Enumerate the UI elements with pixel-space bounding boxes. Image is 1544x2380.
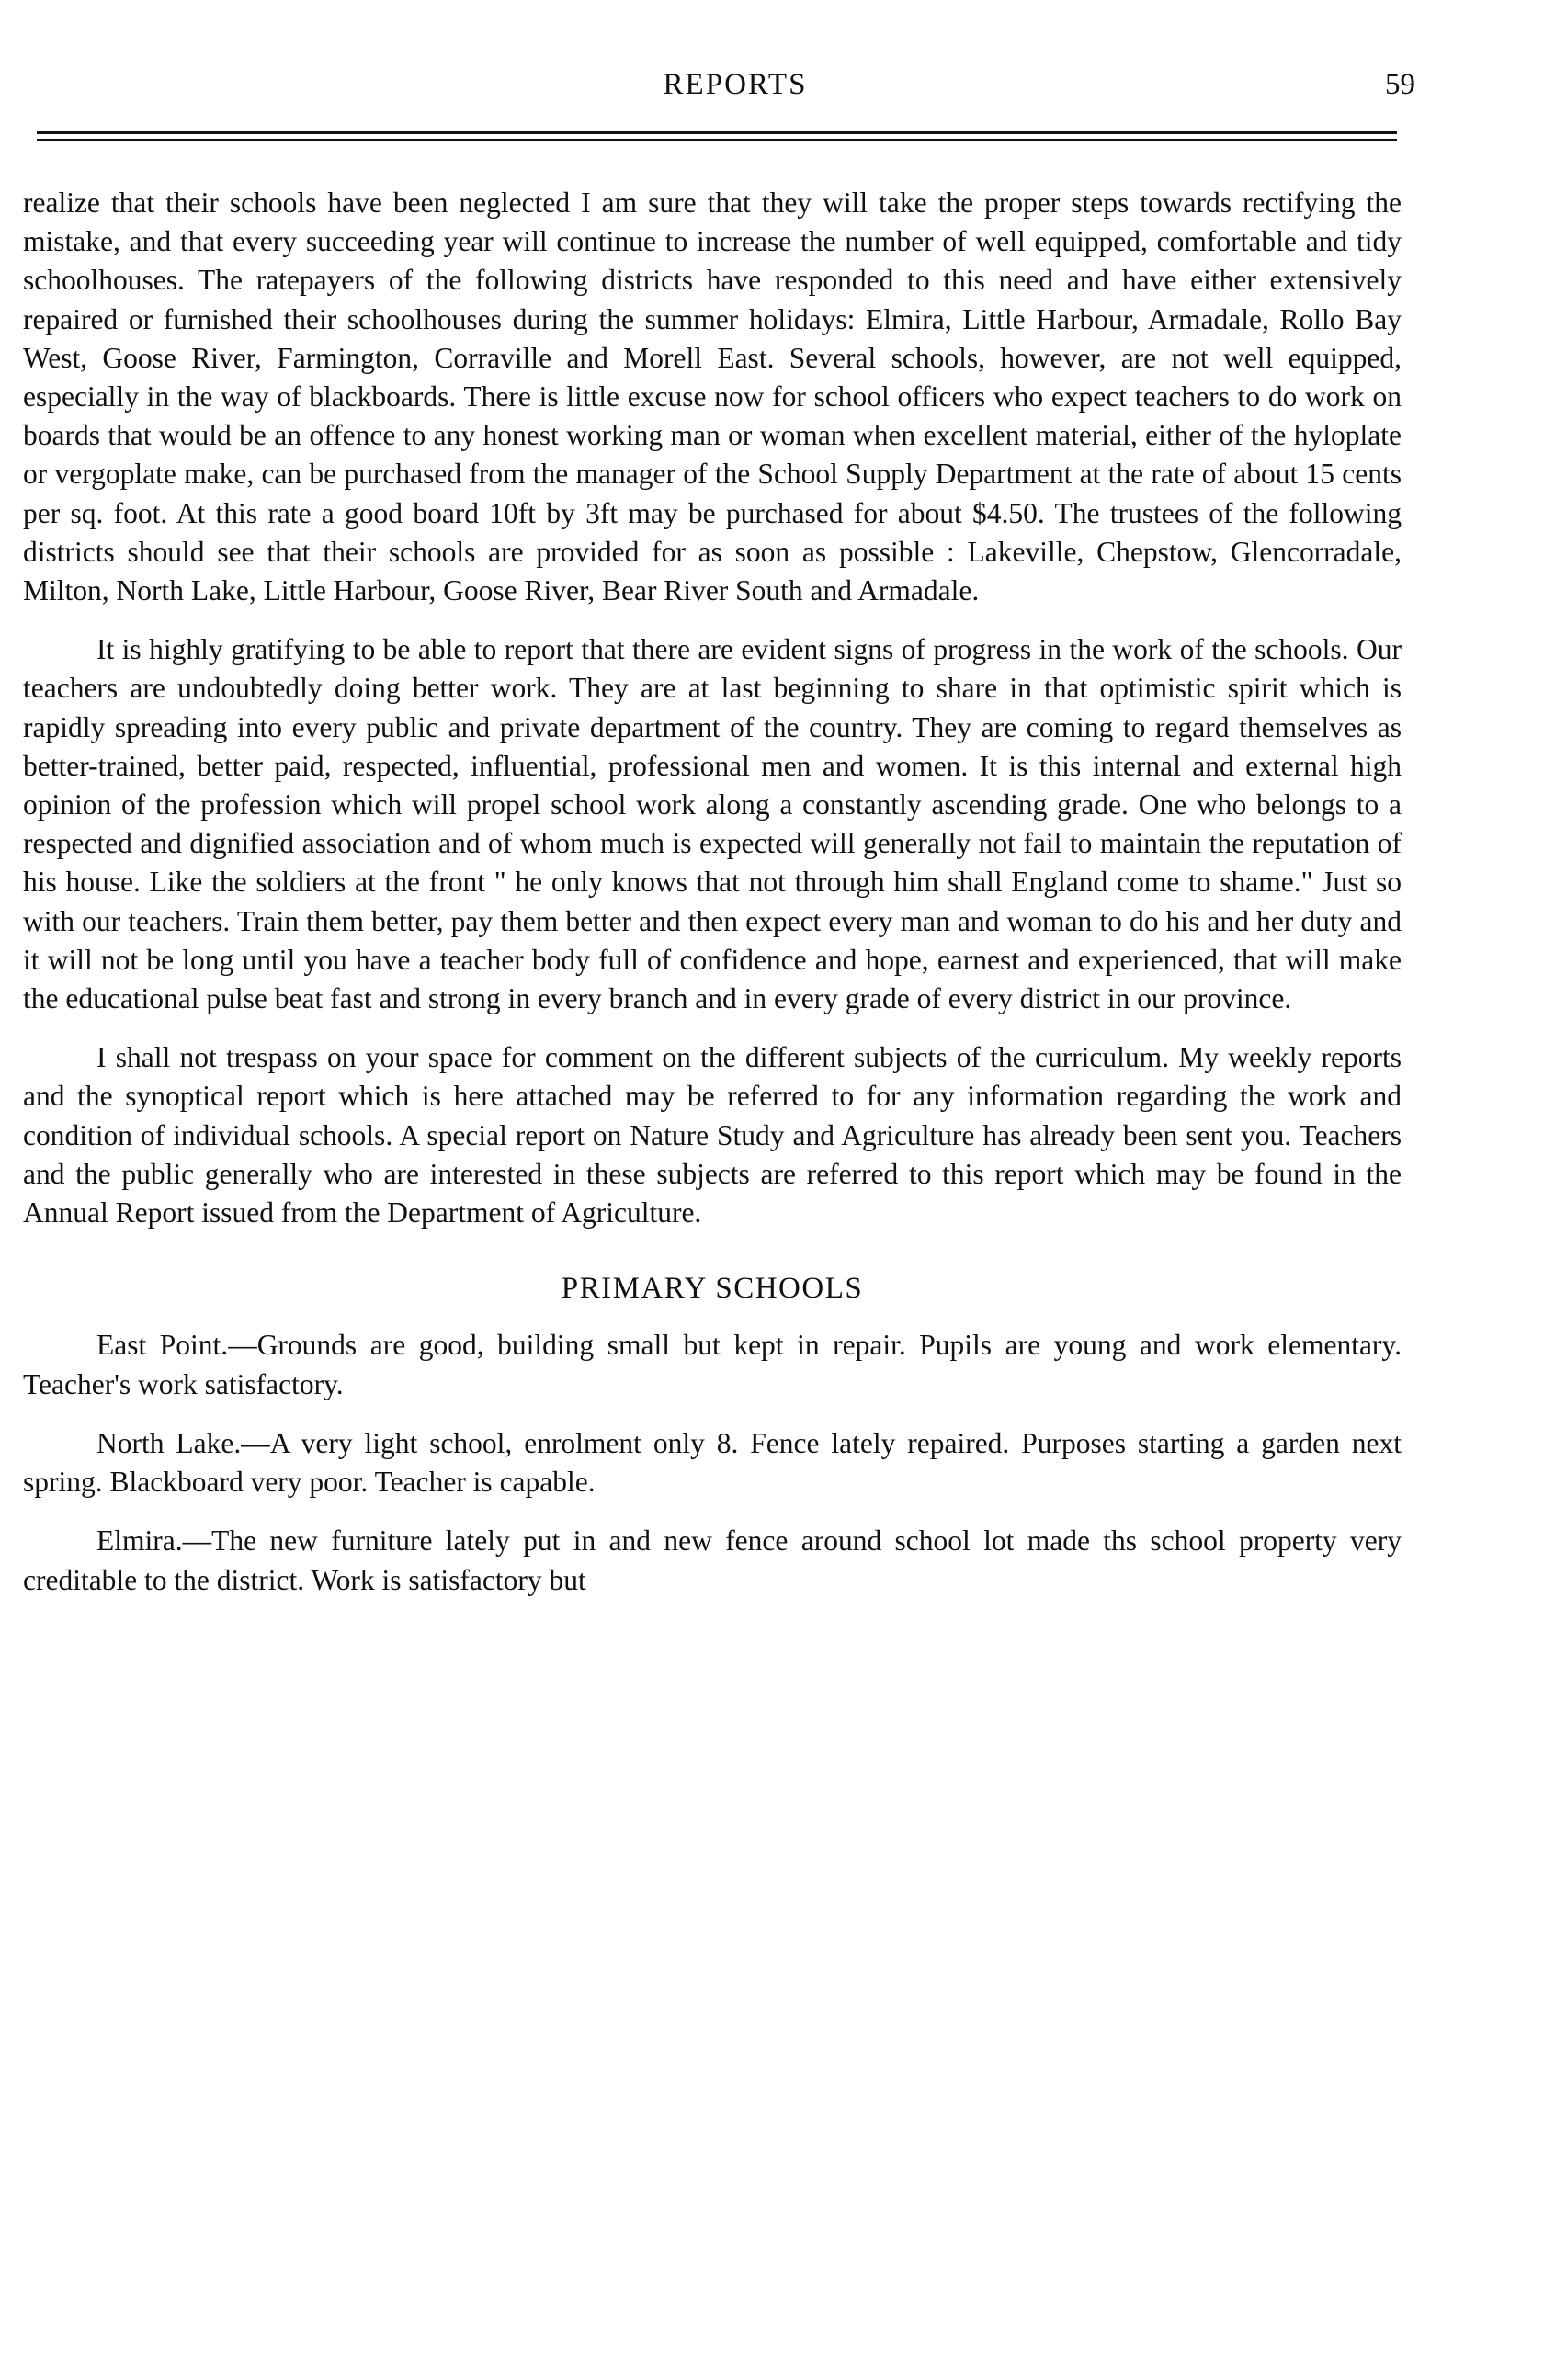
paragraph-curriculum: I shall not trespass on your space for comment on the different subjects of the curriculum. My weekly reports and the synoptical report which is here attached may be referred to for any information regarding the work and condition of individual schools. A special report on Nature Study and Agriculture has already been sent you. Teachers and the public generally who are interested in these subjects are referred to this report which may be found in the Annual Report issued from the Department of Agriculture. bbox=[23, 1041, 1402, 1230]
school-report: —The new furniture lately put in and new fence around school lot made ths school property very creditable to the district. Work is satisfactory but bbox=[23, 1524, 1402, 1596]
running-head bbox=[37, 68, 1434, 108]
header-rule-thin bbox=[37, 139, 1397, 141]
paragraph-continued: realize that their schools have been neglected I am sure that they will take the proper steps towards rectifying the mistake, and that every succeeding year will continue to increase the number of well equipped, comfortable and tidy schoolhouses. The ratepayers of the following districts have responded to this need and have either extensively repaired or furnished their schoolhouses during the summer holidays: Elmira, Little Harbour, Armadale, Rollo Bay West, Goose River, Farmington, Corraville and Morell East. Several schools, however, are not well equipped, especially in the way of blackboards. There is little excuse now for school officers who expect teachers to do work on boards that would be an offence to any honest working man or woman when excellent material, either of the hyloplate or vergoplate make, can be purchased from the manager of the School Supply Department at the rate of about 15 cents per sq. foot. At this rate a good board 10ft by 3ft may be purchased for about $4.50. The trustees of the following districts should see that their schools are provided for as soon as possible : Lakeville, Chepstow, Glencorradale, Milton, North Lake, Little Harbour, Goose River, Bear River South and Armadale. bbox=[23, 187, 1402, 607]
school-entry bbox=[23, 1424, 1402, 1502]
school-report: —A very light school, enrolment only 8. Fence lately repaired. Purposes starting a garden next spring. Blackboard very poor. Teacher is capable. bbox=[23, 1426, 1402, 1499]
paragraph-progress: It is highly gratifying to be able to report that there are evident signs of progress in the work of the schools. Our teachers are undoubtedly doing better work. They are at last beginning to share in that optimistic spirit which is rapidly spreading into every public and private department of the country. They are coming to regard themselves as better-trained, better paid, respected, influential, professional men and women. It is this internal and external high opinion of the profession which will propel school work along a constantly ascending grade. One who belongs to a respected and dignified association and of whom much is expected will generally not fail to maintain the reputation of his house. Like the soldiers at the front " he only knows that not through him shall England come to shame." Just so with our teachers. Train them better, pay them better and then expect every man and woman to do his and her duty and it will not be long until you have a teacher body full of confidence and hope, earnest and experienced, that will make the educational pulse beat fast and strong in every branch and in every grade of every district in our province. bbox=[23, 633, 1402, 1015]
section-heading: PRIMARY SCHOOLS bbox=[561, 1272, 864, 1306]
body-text bbox=[23, 184, 1402, 1600]
school-report: —Grounds are good, building small but kept in repair. Pupils are young and work elementary. Teacher's work satisfactory. bbox=[23, 1329, 1402, 1400]
running-title: REPORTS bbox=[663, 68, 808, 101]
school-entry bbox=[23, 1522, 1402, 1599]
page-number: 59 bbox=[1385, 68, 1415, 101]
school-name: East Point. bbox=[96, 1329, 229, 1362]
school-name: Elmira. bbox=[96, 1524, 183, 1558]
school-entry bbox=[23, 1326, 1402, 1403]
school-name: North Lake. bbox=[96, 1426, 242, 1459]
header-rule-thick bbox=[37, 131, 1397, 134]
